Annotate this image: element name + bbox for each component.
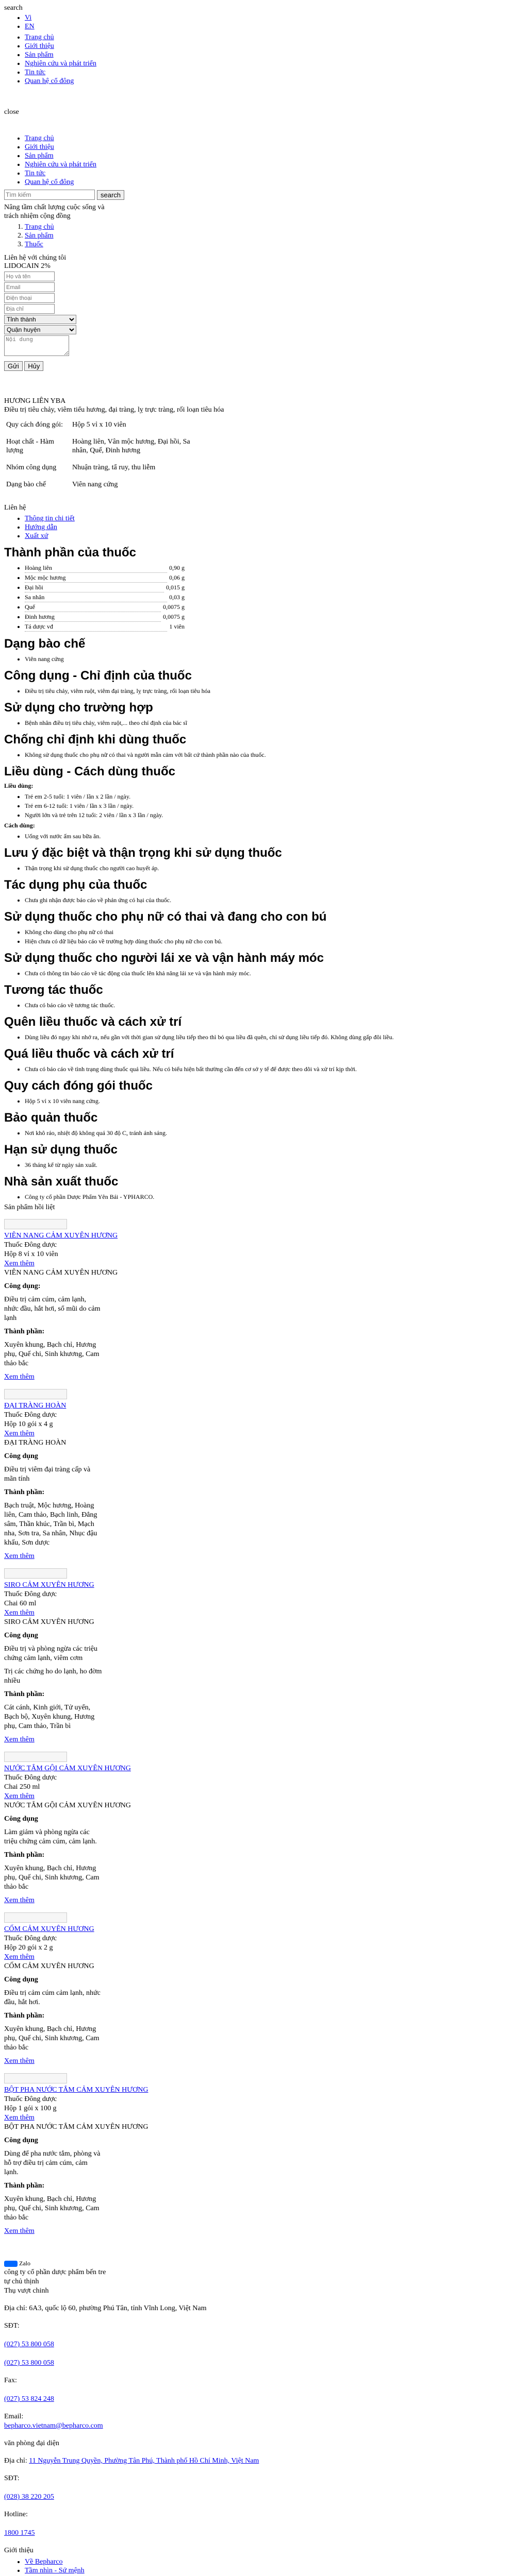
nav-news[interactable]: Tin tức bbox=[25, 69, 46, 76]
section-item: • Không sử dụng thuốc cho phụ nữ có thai và người mẫn cảm với bất cứ thành phần nào của thuốc. bbox=[25, 750, 524, 759]
email-field[interactable] bbox=[4, 282, 55, 292]
product-type: Thuốc Đông dược bbox=[4, 1590, 57, 1598]
contact-form-heading: Liên hệ với chúng tôi bbox=[4, 254, 67, 262]
ingredient-amount: 1 viên bbox=[169, 623, 185, 630]
ingredient-name: • Đinh hương bbox=[25, 612, 161, 622]
dosage-item: • Người lớn và trẻ trên 12 tuổi: 2 viên / lần x 3 lần / ngày. bbox=[25, 810, 524, 820]
section-item: • Chưa có báo cáo về tương tác thuốc. bbox=[25, 1001, 524, 1010]
product-pack: Hộp 1 gói x 100 g bbox=[4, 2105, 57, 2112]
drawer-nav-products[interactable]: Sản phẩm bbox=[25, 152, 54, 160]
section-title: Quy cách đóng gói thuốc bbox=[4, 1079, 153, 1093]
usage-label: Cách dùng: bbox=[4, 822, 35, 829]
email-label: Email: bbox=[4, 2413, 24, 2420]
branch-tel-label: SĐT: bbox=[4, 2475, 20, 2482]
ingredients-heading: Thành phần: bbox=[4, 1851, 45, 1859]
nav-products[interactable]: Sản phẩm bbox=[25, 51, 54, 59]
drawer-nav-news[interactable]: Tin tức bbox=[25, 170, 46, 177]
hotline-label: Hotline: bbox=[4, 2511, 28, 2518]
section-item: • Chưa ghi nhận được báo cáo về phản ứng có hại của thuốc. bbox=[25, 895, 524, 905]
mobile-drawer bbox=[4, 108, 524, 200]
view-more-link[interactable]: Xem thêm bbox=[4, 1552, 35, 1560]
section-item: • Hiện chưa có dữ liệu báo cáo về trường hợp dùng thuốc cho phụ nữ cho con bú. bbox=[25, 937, 524, 946]
site-header bbox=[4, 4, 524, 86]
tel-label: SĐT: bbox=[4, 2322, 20, 2330]
ingredient-name: • Tá dược vđ bbox=[25, 622, 167, 632]
view-more-link[interactable]: Xem thêm bbox=[4, 2227, 35, 2235]
section-item: • Công ty cổ phần Dược Phẩm Yên Bái - YPHARCO. bbox=[25, 1192, 524, 1201]
zalo-label[interactable]: Zalo bbox=[19, 2260, 30, 2267]
section-title: Lưu ý đặc biệt và thận trọng khi sử dụng thuốc bbox=[4, 846, 282, 860]
branch-address-link[interactable]: 11 Nguyễn Trung Quyền, Phường Tân Phú, Thành phố Hồ Chí Minh, Việt Nam bbox=[29, 2457, 259, 2465]
ingredients-heading: Thành phần: bbox=[4, 1690, 45, 1698]
product-title-link[interactable]: NƯỚC TẮM GỘI CẢM XUYÊN HƯƠNG bbox=[4, 1765, 131, 1772]
view-more-link[interactable]: Xem thêm bbox=[4, 1373, 35, 1381]
view-more-link[interactable]: Xem thêm bbox=[4, 1430, 35, 1437]
footer-about-heading: Giới thiệu bbox=[4, 2547, 34, 2554]
ingredient-item bbox=[25, 592, 524, 602]
related-product bbox=[4, 1219, 524, 1382]
drawer-nav-research[interactable]: Nghiên cứu và phát triển bbox=[25, 161, 96, 168]
section-list bbox=[4, 1192, 524, 1201]
site-footer bbox=[4, 2259, 524, 2576]
spec-value: Nhuận tràng, tẩ ruy, thu liễm bbox=[72, 464, 156, 471]
spec-key: Quy cách đóng gói: bbox=[6, 421, 63, 429]
spec-row bbox=[4, 476, 200, 493]
ingredient-item bbox=[25, 602, 524, 612]
section-title: Tương tác thuốc bbox=[4, 983, 103, 997]
drawer-nav-about[interactable]: Giới thiệu bbox=[25, 143, 54, 151]
breadcrumb-home[interactable]: Trang chủ bbox=[25, 223, 54, 231]
ingredient-item bbox=[25, 573, 524, 583]
ingredients-text: Bạch truật, Mộc hương, Hoàng liên, Cam thảo, Bạch linh, Đẳng sâm, Thần khúc, Trần bì, Mạch nha, Sơn tra, Sa nhân, Nhục đậu khấu, Sơn dược bbox=[4, 1502, 97, 1547]
ingredient-item bbox=[25, 563, 524, 573]
usage-heading: Công dụng bbox=[4, 1632, 38, 1639]
product-thumbnail[interactable] bbox=[4, 1389, 67, 1399]
drawer-nav-home[interactable]: Trang chủ bbox=[25, 134, 54, 142]
section-title: Bảo quản thuốc bbox=[4, 1111, 98, 1125]
product-thumbnail[interactable] bbox=[4, 2073, 67, 2083]
product-name: BỘT PHA NƯỚC TẮM CẢM XUYÊN HƯƠNG bbox=[4, 2123, 148, 2131]
search-input[interactable] bbox=[4, 190, 95, 200]
section-title: Sử dụng thuốc cho phụ nữ có thai và đang cho con bú bbox=[4, 910, 327, 924]
usage-heading: Công dụng bbox=[4, 2137, 38, 2144]
section-item: • Thận trọng khi sử dụng thuốc cho người cao huyết áp. bbox=[25, 863, 524, 873]
usage-text: Điều trị và phòng ngừa các triệu chứng cảm lạnh, viêm cơm bbox=[4, 1645, 97, 1662]
section-list bbox=[4, 927, 524, 946]
section-item: • Nơi khô ráo, nhiệt độ không quá 30 độ C, tránh ánh sáng. bbox=[25, 1128, 524, 1138]
product-details bbox=[4, 546, 524, 1212]
product-type: Thuốc Đông dược bbox=[4, 1241, 57, 1249]
section-list bbox=[4, 1001, 524, 1010]
usage-heading: Công dụng bbox=[4, 1976, 38, 1984]
section-item: • Không cho dùng cho phụ nữ có thai bbox=[25, 927, 524, 937]
usage-text: Dùng để pha nước tắm, phòng và hỗ trợ điều trị cảm cúm, cảm lạnh. bbox=[4, 2150, 101, 2176]
lang-en[interactable] bbox=[25, 22, 524, 31]
dosage-label: Liều dùng: bbox=[4, 782, 34, 789]
section-list bbox=[4, 750, 524, 759]
tel-link-2[interactable]: (027) 53 800 058 bbox=[4, 2359, 54, 2367]
tab-details[interactable]: Thông tin chi tiết bbox=[25, 515, 75, 522]
ingredient-name: • Mộc mộc hương bbox=[25, 573, 167, 583]
section-list bbox=[4, 1128, 524, 1138]
ingredient-item bbox=[25, 583, 524, 592]
ingredient-amount: 0,06 g bbox=[169, 574, 185, 581]
ingredients-text: Xuyên khung, Bạch chỉ, Hương phụ, Quế chi, Sinh khương, Cam thảo bắc bbox=[4, 2195, 100, 2222]
close-icon[interactable]: close bbox=[4, 108, 19, 116]
fax-label: Fax: bbox=[4, 2377, 17, 2384]
main-nav bbox=[4, 33, 524, 86]
section-list bbox=[4, 1064, 524, 1074]
nav-about[interactable]: Giới thiệu bbox=[25, 42, 54, 50]
search-toggle[interactable]: search bbox=[4, 4, 23, 12]
product-thumbnail[interactable] bbox=[4, 1752, 67, 1762]
spec-key: Dạng bào chế bbox=[6, 481, 46, 488]
usage-text: Điều trị cảm cúm cảm lạnh, nhức đầu, hắt hơi. bbox=[4, 1989, 101, 2006]
view-more-link[interactable]: Xem thêm bbox=[4, 1609, 35, 1617]
product-thumbnail[interactable] bbox=[4, 1568, 67, 1579]
product-title-link[interactable]: SIRO CẢM XUYÊN HƯƠNG bbox=[4, 1581, 94, 1589]
drawer-nav bbox=[4, 134, 524, 187]
section-title: Sử dụng thuốc cho người lái xe và vận hành máy móc bbox=[4, 951, 324, 965]
usage-text: Điều trị cảm cúm, cảm lạnh, nhức đầu, hắt hơi, sổ mũi do cảm lạnh bbox=[4, 1296, 101, 1322]
zalo-widget[interactable] bbox=[4, 2259, 524, 2268]
related-product bbox=[4, 1389, 524, 1561]
ingredients-text: Xuyên khung, Bạch chỉ, Hương phụ, Quế chi, Sinh khương, Cam thảo bắc bbox=[4, 1865, 100, 1891]
tab-origin[interactable]: Xuất xứ bbox=[25, 532, 48, 540]
section-title: Tác dụng phụ của thuốc bbox=[4, 878, 147, 892]
ingredient-name: • Sa nhân bbox=[25, 592, 167, 602]
dosage-list bbox=[4, 792, 524, 820]
spec-row bbox=[4, 433, 200, 459]
ingredient-list bbox=[4, 563, 524, 632]
view-more-link[interactable]: Xem thêm bbox=[4, 2057, 35, 2065]
usage-text: Điều trị viêm đại tràng cấp và mãn tính bbox=[4, 1466, 91, 1483]
ingredients-heading: Thành phần: bbox=[4, 2012, 45, 2020]
contact-link[interactable]: Liên hệ bbox=[4, 504, 26, 512]
section-title: Liều dùng - Cách dùng thuốc bbox=[4, 765, 175, 778]
send-button[interactable]: Gửi bbox=[4, 361, 23, 371]
product-title-link[interactable]: BỘT PHA NƯỚC TẮM CẢM XUYÊN HƯƠNG bbox=[4, 2086, 148, 2094]
ingredients-text: Xuyên khung, Bạch chỉ, Hương phụ, Quế chi, Sinh khương, Cam thảo bắc bbox=[4, 1341, 100, 1367]
branch-tel-link[interactable]: (028) 38 220 205 bbox=[4, 2493, 54, 2501]
breadcrumb-products[interactable]: Sản phẩm bbox=[25, 232, 54, 240]
section-list bbox=[4, 895, 524, 905]
product-title-link[interactable]: VIÊN NANG CẢM XUYÊN HƯƠNG bbox=[4, 1232, 118, 1240]
product-name: SIRO CẢM XUYÊN HƯƠNG bbox=[4, 1618, 94, 1626]
dosage-item: • Trẻ em 6-12 tuổi: 1 viên / lần x 3 lần / ngày. bbox=[25, 801, 524, 810]
product-thumbnail[interactable] bbox=[4, 1219, 67, 1229]
related-product bbox=[4, 2073, 524, 2236]
usage-text: Trị các chứng ho do lạnh, ho đờm nhiều bbox=[4, 1668, 102, 1685]
footer-about-link[interactable]: Tầm nhìn - Sứ mệnh bbox=[25, 2567, 85, 2574]
view-more-link[interactable]: Xem thêm bbox=[4, 2114, 35, 2122]
product-name: HƯƠNG LIÊN YBA bbox=[4, 397, 66, 405]
usage-heading: Công dụng bbox=[4, 1452, 38, 1460]
product-type: Thuốc Đông dược bbox=[4, 2095, 57, 2103]
company-tagline: Thụ vượt chinh bbox=[4, 2287, 49, 2295]
footer-about-list bbox=[4, 2557, 524, 2576]
cancel-button[interactable]: Hủy bbox=[24, 361, 43, 371]
language-list bbox=[4, 13, 524, 31]
product-type: Thuốc Đông dược bbox=[4, 1411, 57, 1419]
company-line: công ty cổ phần dược phẩm bến tre tự chủ thịnh bbox=[4, 2268, 106, 2285]
section-item: • Hộp 5 vỉ x 10 viên nang cứng. bbox=[25, 1096, 524, 1106]
view-more-link[interactable]: Xem thêm bbox=[4, 1953, 35, 1961]
section-list bbox=[4, 1160, 524, 1170]
related-product bbox=[4, 1912, 524, 2066]
section-title: Quên liều thuốc và cách xử trí bbox=[4, 1015, 182, 1029]
breadcrumb bbox=[4, 223, 524, 249]
product-name: NƯỚC TẮM GỘI CẢM XUYÊN HƯƠNG bbox=[4, 1802, 131, 1809]
ingredient-item bbox=[25, 612, 524, 622]
ingredients-heading: Thành phần: bbox=[4, 1328, 45, 1335]
product-type: Thuốc Đông dược bbox=[4, 1774, 57, 1782]
section-list bbox=[4, 718, 524, 727]
ingredient-amount: 0,015 g bbox=[166, 584, 185, 591]
usage-heading: Công dụng: bbox=[4, 1282, 41, 1290]
phone-field[interactable] bbox=[4, 293, 55, 303]
view-more-link[interactable]: Xem thêm bbox=[4, 1736, 35, 1743]
ingredients-heading: Thành phần: bbox=[4, 1488, 45, 1496]
district-select[interactable] bbox=[4, 325, 76, 334]
product-description: Điều trị tiêu chảy, viêm tiểu hương, đại tràng, lỵ trực tràng, rối loạn tiêu hóa bbox=[4, 406, 224, 414]
product-pack: Hộp 10 gói x 4 g bbox=[4, 1420, 53, 1428]
tel-link-1[interactable]: (027) 53 800 058 bbox=[4, 2341, 54, 2348]
product-type: Thuốc Đông dược bbox=[4, 1935, 57, 1942]
contact-form bbox=[4, 254, 524, 371]
section-list bbox=[4, 686, 524, 696]
product-pack: Chai 60 ml bbox=[4, 1600, 37, 1607]
email-link[interactable]: bepharco.vietnam@bepharco.com bbox=[4, 2422, 103, 2430]
lang-en-link[interactable]: EN bbox=[25, 23, 35, 30]
section-item: • Dùng liều đó ngay khi nhớ ra, nếu gần với thời gian sử dụng liều tiếp theo thì bỏ qua liều đã quên, chỉ sử dụng liều tiếp đó. Không dùng gấp đôi liều. bbox=[25, 1032, 524, 1042]
section-title: Hạn sử dụng thuốc bbox=[4, 1143, 118, 1157]
spec-value: Hoàng liên, Vân mộc hương, Đại hồi, Sa nhân, Quế, Đinh hương bbox=[72, 438, 190, 454]
product-thumbnail[interactable] bbox=[4, 1912, 67, 1923]
spec-value: Hộp 5 vỉ x 10 viên bbox=[72, 421, 126, 429]
message-field[interactable] bbox=[4, 335, 69, 356]
view-more-link[interactable]: Xem thêm bbox=[4, 1896, 35, 1904]
section-item: • 36 tháng kể từ ngày sản xuất. bbox=[25, 1160, 524, 1170]
section-list bbox=[4, 969, 524, 978]
product-name: ĐẠI TRÀNG HOÀN bbox=[4, 1439, 67, 1447]
product-pack: Hộp 8 vỉ x 10 viên bbox=[4, 1250, 58, 1258]
section-item: • Viên nang cứng bbox=[25, 654, 524, 664]
ingredient-amount: 0,0075 g bbox=[163, 603, 185, 611]
breadcrumb-medicine[interactable]: Thuốc bbox=[25, 241, 43, 248]
search-button[interactable]: search bbox=[97, 190, 124, 200]
spec-value: Viên nang cứng bbox=[72, 481, 118, 488]
product-title-link[interactable]: CỐM CẢM XUYÊN HƯƠNG bbox=[4, 1925, 94, 1933]
zalo-icon[interactable] bbox=[4, 2261, 18, 2267]
lang-vi-link[interactable]: Vi bbox=[25, 14, 32, 22]
ingredients-heading: Thành phần: bbox=[4, 2182, 45, 2190]
fax-link[interactable]: (027) 53 824 248 bbox=[4, 2395, 54, 2403]
contact-form-product: LIDOCAIN 2% bbox=[4, 262, 51, 270]
hotline-link[interactable]: 1800 1745 bbox=[4, 2529, 35, 2537]
nav-home[interactable]: Trang chủ bbox=[25, 33, 54, 41]
product-summary bbox=[4, 397, 524, 540]
section-title: Công dụng - Chỉ định của thuốc bbox=[4, 669, 192, 683]
section-list bbox=[4, 654, 524, 664]
branch-address-label: Địa chỉ: bbox=[4, 2457, 27, 2465]
product-pack: Hộp 20 gói x 2 g bbox=[4, 1944, 53, 1952]
spec-row bbox=[4, 416, 200, 433]
drawer-nav-investors[interactable]: Quan hệ cổ đông bbox=[25, 178, 74, 186]
related-label: Sản phẩm hồi liệt bbox=[4, 1204, 55, 1211]
ingredients-text: Xuyên khung, Bạch chỉ, Hương phụ, Quế chi, Sinh khương, Cam thảo bắc bbox=[4, 2025, 100, 2052]
related-products bbox=[4, 1219, 524, 2236]
related-product bbox=[4, 1568, 524, 1744]
section-list bbox=[4, 1032, 524, 1042]
footer-about-link[interactable]: Về Bepharco bbox=[25, 2558, 63, 2566]
address-field[interactable] bbox=[4, 304, 55, 314]
section-title: Quá liều thuốc và cách xử trí bbox=[4, 1047, 174, 1061]
ingredient-amount: 0,03 g bbox=[169, 594, 185, 601]
usage-list bbox=[4, 832, 524, 841]
nav-research[interactable]: Nghiên cứu và phát triển bbox=[25, 60, 96, 67]
ingredient-item bbox=[25, 622, 524, 632]
nav-investors[interactable]: Quan hệ cổ đông bbox=[25, 77, 74, 85]
section-title: Sử dụng cho trường hợp bbox=[4, 701, 153, 715]
province-select[interactable] bbox=[4, 315, 76, 324]
section-title: Thành phần của thuốc bbox=[4, 546, 136, 560]
section-list bbox=[4, 1096, 524, 1106]
view-more-link[interactable]: Xem thêm bbox=[4, 1260, 35, 1267]
section-item: • Chưa có báo cáo về tình trạng dùng thuốc quá liều. Nếu có biểu hiện bất thường cần đến cơ sở y tế để được theo dõi và xử trí kịp thời. bbox=[25, 1064, 524, 1074]
dosage-item: • Trẻ em 2-5 tuổi: 1 viên / lần x 2 lần / ngày. bbox=[25, 792, 524, 801]
product-name: VIÊN NANG CẢM XUYÊN HƯƠNG bbox=[4, 1269, 118, 1277]
section-title: Nhà sản xuất thuốc bbox=[4, 1175, 119, 1189]
ingredient-amount: 0,0075 g bbox=[163, 613, 185, 620]
product-pack: Chai 250 ml bbox=[4, 1783, 40, 1791]
ingredient-name: • Đại hồi bbox=[25, 583, 164, 592]
spec-row bbox=[4, 459, 200, 476]
view-more-link[interactable]: Xem thêm bbox=[4, 1792, 35, 1800]
product-name: CỐM CẢM XUYÊN HƯƠNG bbox=[4, 1962, 94, 1970]
lang-vi[interactable] bbox=[25, 13, 524, 22]
section-title: Dạng bào chế bbox=[4, 637, 86, 651]
ingredients-text: Cát cánh, Kinh giới, Tử uyển, Bạch bộ, Xuyên khung, Hương phụ, Cam thảo, Trần bì bbox=[4, 1704, 95, 1730]
product-tabs bbox=[4, 514, 524, 540]
ingredient-name: • Hoàng liên bbox=[25, 563, 167, 573]
branch-label: văn phòng đại diện bbox=[4, 2439, 59, 2447]
spec-key: Nhóm công dụng bbox=[6, 464, 57, 471]
ingredient-amount: 0,90 g bbox=[169, 564, 185, 571]
section-title: Chống chỉ định khi dùng thuốc bbox=[4, 733, 187, 747]
usage-text: Làm giảm và phòng ngừa các triệu chứng cảm cúm, cảm lạnh. bbox=[4, 1828, 97, 1845]
company-address: Địa chỉ: 6A3, quốc lộ 60, phường Phú Tân, tỉnh Vĩnh Long, Việt Nam bbox=[4, 2304, 207, 2312]
spec-key: Hoạt chất - Hàm lượng bbox=[6, 438, 54, 454]
usage-item: • Uống với nước ấm sau bữa ăn. bbox=[25, 832, 524, 841]
usage-heading: Công dụng bbox=[4, 1815, 38, 1823]
product-spec-table bbox=[4, 416, 200, 493]
product-title-link[interactable]: ĐẠI TRÀNG HOÀN bbox=[4, 1402, 67, 1410]
ingredient-name: • Quế bbox=[25, 602, 161, 612]
section-item: • Chưa có thông tin báo cáo về tác động của thuốc lên khả năng lái xe và vận hành máy móc. bbox=[25, 969, 524, 978]
hero-slogan: Nâng tầm chất lượng cuộc sống và trách nhiệm cộng đồng bbox=[4, 204, 105, 220]
section-item: • Bệnh nhân điều trị tiêu chảy, viêm ruột,... theo chỉ định của bác sĩ bbox=[25, 718, 524, 727]
tab-guide[interactable]: Hướng dẫn bbox=[25, 523, 57, 531]
name-field[interactable] bbox=[4, 272, 55, 281]
section-item: • Điều trị tiêu chảy, viêm ruột, viêm đại tràng, lỵ trực tràng, rối loạn tiêu hóa bbox=[25, 686, 524, 696]
section-list bbox=[4, 863, 524, 873]
related-product bbox=[4, 1752, 524, 1905]
